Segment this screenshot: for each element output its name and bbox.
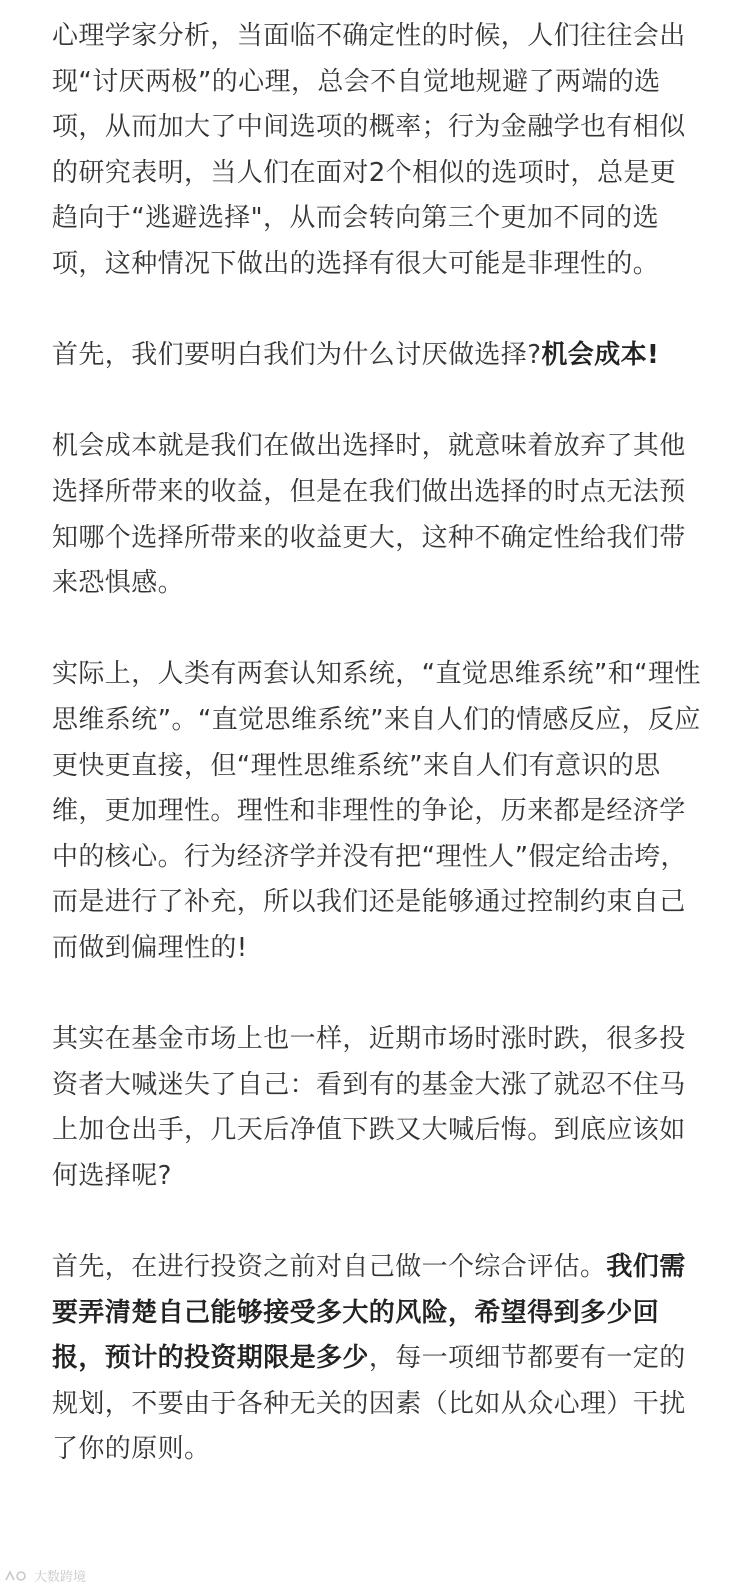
paragraph-2-bold: 机会成本! — [541, 340, 660, 371]
paragraph-6-text-b: ，每一项细节都要有一定的规划，不要由于各种无关的因素（比如从众心理）干扰了你的原则。 — [52, 1343, 686, 1465]
paragraph-6-bold: 我们需要弄清楚自己能够接受多大的风险，希望得到多少回报，预计的投资期限是多少 — [52, 1252, 686, 1374]
paragraph-5: 其实在基金市场上也一样，近期市场时涨时跌，很多投资者大喊迷失了自己：看到有的基金大涨了就忍不住马上加仓出手，几天后净值下跌又大喊后悔。到底应该如何选择呢? — [52, 1024, 686, 1191]
paragraph-6 — [52, 1245, 702, 1473]
paragraph-2-text: 首先，我们要明白我们为什么讨厌做选择? — [52, 340, 542, 371]
watermark-text: 大数跨境 — [34, 1570, 87, 1585]
paragraph-2 — [52, 333, 702, 379]
paragraph-6-text-a: 首先，在进行投资之前对自己做一个综合评估。 — [52, 1252, 607, 1283]
paragraph-3: 机会成本就是我们在做出选择时，就意味着放弃了其他选择所带来的收益，但是在我们做出选择的时点无法预知哪个选择所带来的收益更大，这种不确定性给我们带来恐惧感。 — [52, 431, 686, 599]
paragraph-1: 心理学家分析，当面临不确定性的时候，人们往往会出现“讨厌两极”的心理，总会不自觉地规避了两端的选项，从而加大了中间选项的概率；行为金融学也有相似的研究表明，当人们在面对2个相似的选项时，总是更趋向于“逃避选择"，从而会转向第三个更加不同的选项，这种情况下做出的选择有很大可能是非理性的。 — [52, 21, 686, 279]
brand-logo-icon — [4, 1569, 30, 1583]
paragraph-4: 实际上，人类有两套认知系统，“直觉思维系统”和“理性思维系统”。“直觉思维系统”来自人们的情感反应，反应更快更直接，但“理性思维系统”来自人们有意识的思维，更加理性。理性和非理性的争论，历来都是经济学中的核心。行为经济学并没有把“理性人”假定给击垮，而是进行了补充，所以我们还是能够通过控制约束自己而做到偏理性的! — [52, 659, 701, 963]
article-body — [52, 14, 702, 1519]
watermark — [4, 1566, 86, 1585]
